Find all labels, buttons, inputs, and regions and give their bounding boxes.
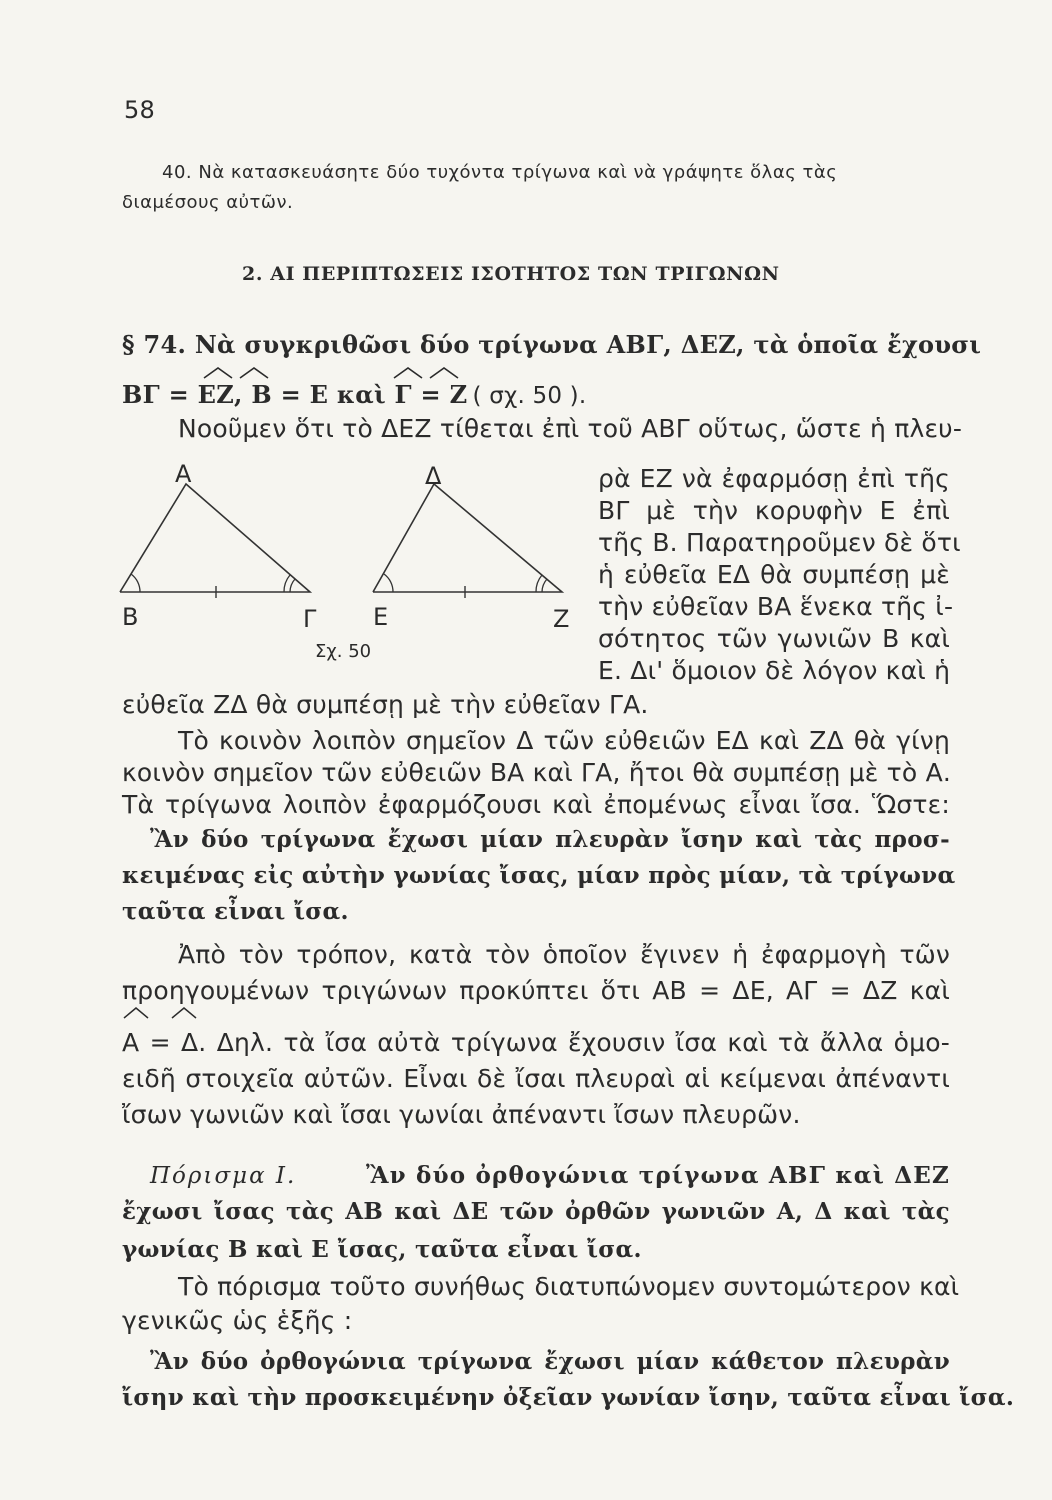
paragraph-74-condition [122, 380, 586, 409]
body-line-8: Ε. Δι' ὅμοιον δὲ λόγον καὶ ἡ [598, 656, 951, 685]
consequence-line-3: Α = Δ. Δηλ. τὰ ἴσα αὐτὰ τρίγωνα ἔχουσιν ἴσα καὶ τὰ ἄλλα ὁμο- [122, 1028, 950, 1057]
hat-mark-b [204, 368, 232, 378]
angle-arc-b [131, 574, 140, 592]
formulation-line-1: Τὸ πόρισμα τοῦτο συνήθως διατυπώνομεν συντομώτερον καὶ [178, 1272, 960, 1301]
final-theorem-line-1: Ἂν δύο ὀρθογώνια τρίγωνα ἔχωσι μίαν κάθετον πλευρὰν [150, 1348, 950, 1375]
angle-arc-e [384, 574, 393, 592]
exercise-40-line-2: διαμέσους αὐτῶν. [122, 192, 294, 213]
label-z: Ζ [553, 605, 570, 633]
consequence-line-1: Ἀπὸ τὸν τρόπον, κατὰ τὸν ὁποῖον ἔγινεν ἡ ἐφαρμογὴ τῶν [178, 940, 950, 969]
consequence-line-5: ἴσων γωνιῶν καὶ ἴσαι γωνίαι ἀπέναντι ἴσων πλευρῶν. [122, 1100, 801, 1129]
body-line-12: Τὰ τρίγωνα λοιπὸν ἐφαρμόζουσι καὶ ἐπομένως εἶναι ἴσα. Ὥστε: [122, 790, 950, 819]
figure-caption: Σχ. 50 [315, 641, 372, 662]
section-title: 2. ΑΙ ΠΕΡΙΠΤΩΣΕΙΣ ΙΣΟΤΗΤΟΣ ΤΩΝ ΤΡΙΓΩΝΩΝ [242, 263, 780, 285]
triangle-dez [373, 484, 562, 592]
final-theorem-line-2: ἴσην καὶ τὴν προσκειμένην ὀξεῖαν γωνίαν ἴσην, ταῦτα εἶναι ἴσα. [122, 1384, 1015, 1411]
exercise-40-line-1: 40. Νὰ κατασκευάσητε δύο τυχόντα τρίγωνα καὶ νὰ γράψητε ὅλας τὰς [162, 162, 838, 183]
body-line-3: ΒΓ μὲ τὴν κορυφὴν Ε ἐπὶ [598, 496, 950, 525]
hat-mark-a [124, 1008, 148, 1018]
porisma-text-1: Ἂν δύο ὀρθογώνια τρίγωνα ΑΒΓ καὶ ΔΕΖ [365, 1162, 950, 1189]
page-number: 58 [124, 96, 155, 124]
body-line-7: σότητος τῶν γωνιῶν Β καὶ [598, 624, 950, 653]
label-g: Γ [303, 605, 317, 633]
consequence-line-2: προηγουμένων τριγώνων προκύπτει ὅτι ΑΒ = ΔΕ, ΑΓ = ΔΖ καὶ [122, 976, 950, 1005]
angle-arc-g-outer [284, 575, 290, 592]
theorem-line-1: Ἂν δύο τρίγωνα ἔχωσι μίαν πλευρὰν ἴσην καὶ τὰς προσ- [150, 826, 950, 853]
body-line-6: τὴν εὐθεῖαν ΒΑ ἕνεκα τῆς ἰ- [598, 592, 954, 621]
formulation-line-2: γενικῶς ὡς ἑξῆς : [122, 1306, 353, 1335]
angle-hat-marks-2 [110, 1004, 310, 1024]
body-line-4: τῆς Β. Παρατηροῦμεν δὲ ὅτι [598, 528, 961, 557]
body-line-1: Νοοῦμεν ὅτι τὸ ΔΕΖ τίθεται ἐπὶ τοῦ ΑΒΓ οὕτως, ὥστε ἡ πλευ- [178, 414, 963, 443]
angle-arc-z-outer [536, 575, 542, 592]
body-line-5: ἡ εὐθεῖα ΕΔ θὰ συμπέσῃ μὲ [598, 560, 950, 589]
triangle-abg [120, 484, 310, 592]
body-line-11: κοινὸν σημεῖον τῶν εὐθειῶν ΒΑ καὶ ΓΑ, ἤτοι θὰ συμπέσῃ μὲ τὸ Α. [122, 758, 952, 787]
label-e: Ε [373, 603, 389, 631]
label-d: Δ [425, 462, 442, 490]
hat-mark-d [172, 1008, 196, 1018]
porisma-line-2: ἔχωσι ἴσας τὰς ΑΒ καὶ ΔΕ τῶν ὀρθῶν γωνιῶν Α, Δ καὶ τὰς [122, 1198, 950, 1225]
hat-mark-g [394, 368, 422, 378]
theorem-line-3: ταῦτα εἶναι ἴσα. [122, 898, 349, 925]
body-line-2: ρὰ ΕΖ νὰ ἐφαρμόσῃ ἐπὶ τῆς [598, 464, 950, 493]
condition-equalities: ΒΓ = ΕΖ, Β = Ε καὶ Γ = Ζ [122, 380, 468, 409]
label-a: Α [175, 460, 192, 488]
theorem-line-2: κειμένας εἰς αὐτὴν γωνίας ἴσας, μίαν πρὸς μίαν, τὰ τρίγωνα [122, 862, 956, 889]
figure-50 [100, 455, 600, 670]
body-line-10: Τὸ κοινὸν λοιπὸν σημεῖον Δ τῶν εὐθειῶν ΕΔ καὶ ΖΔ θὰ γίνῃ [178, 726, 950, 755]
porisma-line-3: γωνίας Β καὶ Ε ἴσας, ταῦτα εἶναι ἴσα. [122, 1236, 642, 1263]
condition-figure-ref: ( σχ. 50 ). [472, 383, 587, 409]
hat-mark-e [240, 368, 268, 378]
angle-arc-z-inner [542, 579, 547, 592]
hat-mark-z [430, 368, 458, 378]
label-b: Β [122, 603, 139, 631]
body-line-9: εὐθεῖα ΖΔ θὰ συμπέσῃ μὲ τὴν εὐθεῖαν ΓΑ. [122, 690, 649, 719]
porisma-line-1 [150, 1162, 950, 1189]
porisma-label: Πόρισμα Ι. [150, 1163, 297, 1189]
consequence-line-4: ειδῆ στοιχεῖα αὐτῶν. Εἶναι δὲ ἴσαι πλευραὶ αἱ κείμεναι ἀπέναντι [122, 1064, 950, 1093]
angle-arc-g-inner [290, 579, 295, 592]
paragraph-74-heading: § 74. Νὰ συγκριθῶσι δύο τρίγωνα ΑΒΓ, ΔΕΖ, τὰ ὁποῖα ἔχουσι [122, 330, 982, 359]
